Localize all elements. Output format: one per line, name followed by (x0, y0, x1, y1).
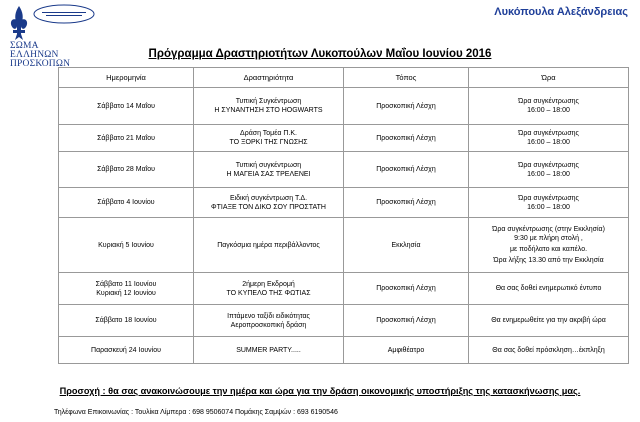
header-place: Τόπος (344, 68, 469, 88)
date-cell (59, 273, 194, 305)
time-line: Ώρα συγκέντρωσης (518, 130, 579, 137)
org-line-1: ΣΩΜΑ (10, 41, 39, 51)
date-cell (59, 188, 194, 218)
place-cell: Προσκοπική Λέσχη (344, 273, 469, 305)
date-cell (59, 305, 194, 337)
time-cell (469, 337, 629, 364)
table-row (59, 273, 629, 305)
date-line: Κυριακή 5 Ιουνίου (98, 241, 154, 249)
activity-line: Η ΜΑΓΕΙΑ ΣΑΣ ΤΡΕΛΕΝΕΙ (226, 170, 311, 178)
header-activity: Δραστηριότητα (194, 68, 344, 88)
date-line: Σάββατο 28 Μαΐου (97, 166, 155, 173)
date-cell (59, 152, 194, 188)
activity-cell (194, 273, 344, 305)
time-line: 16:00 – 18:00 (527, 170, 570, 178)
activity-line: ΤΟ ΞΟΡΚΙ ΤΗΣ ΓΝΩΣΗΣ (229, 139, 308, 146)
time-cell (469, 88, 629, 125)
activity-line: Η ΣΥΝΑΝΤΗΣΗ ΣΤΟ HOGWARTS (214, 107, 323, 114)
time-cell (469, 152, 629, 188)
time-cell (469, 305, 629, 337)
time-line: 16:00 – 18:00 (527, 107, 570, 114)
time-cell (469, 125, 629, 152)
activity-cell (194, 337, 344, 364)
time-line: Ώρα συγκέντρωσης (στην Εκκλησία) (492, 226, 605, 233)
date-line: Παρασκευή 24 Ιουνίου (91, 346, 161, 354)
place-cell: Προσκοπική Λέσχη (344, 88, 469, 125)
date-line: Σάββατο 11 Ιουνίου (95, 280, 157, 288)
date-cell (59, 218, 194, 273)
activity-cell (194, 125, 344, 152)
time-cell (469, 273, 629, 305)
time-line: Ώρα συγκέντρωσης (518, 194, 579, 202)
activity-line: Ιπτάμενο ταξίδι ειδικότητας (227, 312, 310, 320)
date-line: Κυριακή 12 Ιουνίου (96, 289, 156, 297)
notice-text: Προσοχή : θα σας ανακοινώσουμε την ημέρα και ώρα για την δράση οικονομικής υποστήριξης της κατασκήνωσης μας. (59, 386, 581, 396)
header-time: Ώρα (469, 68, 629, 88)
place-cell: Προσκοπική Λέσχη (344, 125, 469, 152)
date-line: Σάββατο 18 Ιουνίου (95, 317, 157, 324)
activity-line: Δράση Τομέα Π.Κ. (240, 130, 297, 137)
table-row (59, 337, 629, 364)
activity-cell (194, 305, 344, 337)
date-cell (59, 88, 194, 125)
time-line: Ώρα συγκέντρωσης (518, 98, 579, 105)
activity-line: 2ήμερη Εκδρομή (242, 280, 295, 288)
table-row (59, 152, 629, 188)
time-line: Θα ενημερωθείτε για την ακριβή ώρα (491, 317, 606, 324)
time-cell (469, 218, 629, 273)
activity-cell (194, 88, 344, 125)
activity-line: Ειδική συγκέντρωση Τ.Δ. (229, 194, 308, 202)
time-line: Ώρα λήξης 13.30 από την Εκκλησία (493, 257, 604, 264)
table-row (59, 218, 629, 273)
time-line: 16:00 – 18:00 (527, 203, 570, 211)
section-name: Λυκόπουλα Αλεξάνδρειας (494, 6, 628, 18)
org-line-3: ΠΡΟΣΚΟΠΩΝ (10, 59, 71, 69)
activity-line: Παγκόσμια ημέρα περιβάλλοντος (217, 241, 320, 249)
place-cell: Προσκοπική Λέσχη (344, 188, 469, 218)
table-row (59, 188, 629, 218)
activity-line: ΦΤΙΑΞΕ ΤΟΝ ΔΙΚΟ ΣΟΥ ΠΡΟΣΤΑΤΗ (211, 203, 326, 211)
activity-line: Τυπική Συγκέντρωση (235, 98, 302, 105)
time-line: Ώρα συγκέντρωσης (518, 161, 579, 169)
activity-line: Αεροπροσκοπική δράση (230, 321, 307, 329)
contacts-text: Τηλέφωνα Επικοινωνίας : Τουλίκα Λίμπερα : 698 9506074 Πομάκης Σαμψών : 693 6190546 (54, 409, 338, 416)
place-cell: Προσκοπική Λέσχη (344, 152, 469, 188)
time-line: με ποδήλατο και καπέλο. (509, 246, 588, 253)
table-header-row (59, 68, 629, 88)
date-cell (59, 125, 194, 152)
header-date: Ημερομηνία (59, 68, 194, 88)
date-cell (59, 337, 194, 364)
org-line-2: ΕΛΛΗΝΩΝ (10, 50, 59, 60)
date-line: Σάββατο 4 Ιουνίου (97, 199, 155, 206)
time-cell (469, 188, 629, 218)
activity-line: Τυπική συγκέντρωση (235, 161, 302, 169)
activity-cell (194, 218, 344, 273)
place-cell: Προσκοπική Λέσχη (344, 305, 469, 337)
date-line: Σάββατο 14 Μαΐου (97, 102, 155, 110)
time-line: 9:30 με πλήρη στολή , (514, 235, 583, 242)
time-line: Θα σας δοθεί ενημερωτικό έντυπο (495, 285, 602, 292)
activity-line: ΤΟ ΚΥΠΕΛΟ ΤΗΣ ΦΩΤΙΑΣ (226, 289, 311, 297)
activity-cell (194, 188, 344, 218)
place-cell: Εκκλησία (344, 218, 469, 273)
date-line: Σάββατο 21 Μαΐου (97, 134, 155, 142)
time-line: Θα σας δοθεί πρόσκληση…έκπληξη (492, 346, 605, 354)
activity-line: SUMMER PARTY..... (236, 346, 301, 354)
seal-icon (32, 4, 96, 24)
table-row (59, 305, 629, 337)
table-row (59, 125, 629, 152)
place-cell: Αμφιθέατρο (344, 337, 469, 364)
activity-cell (194, 152, 344, 188)
schedule-table (58, 67, 629, 364)
time-line: 16:00 – 18:00 (527, 139, 570, 146)
scouts-logo (6, 4, 96, 70)
page-title: Πρόγραμμα Δραστηριοτήτων Λυκοπούλων Μαΐου Ιουνίου 2016 (148, 48, 492, 60)
table-row (59, 88, 629, 125)
